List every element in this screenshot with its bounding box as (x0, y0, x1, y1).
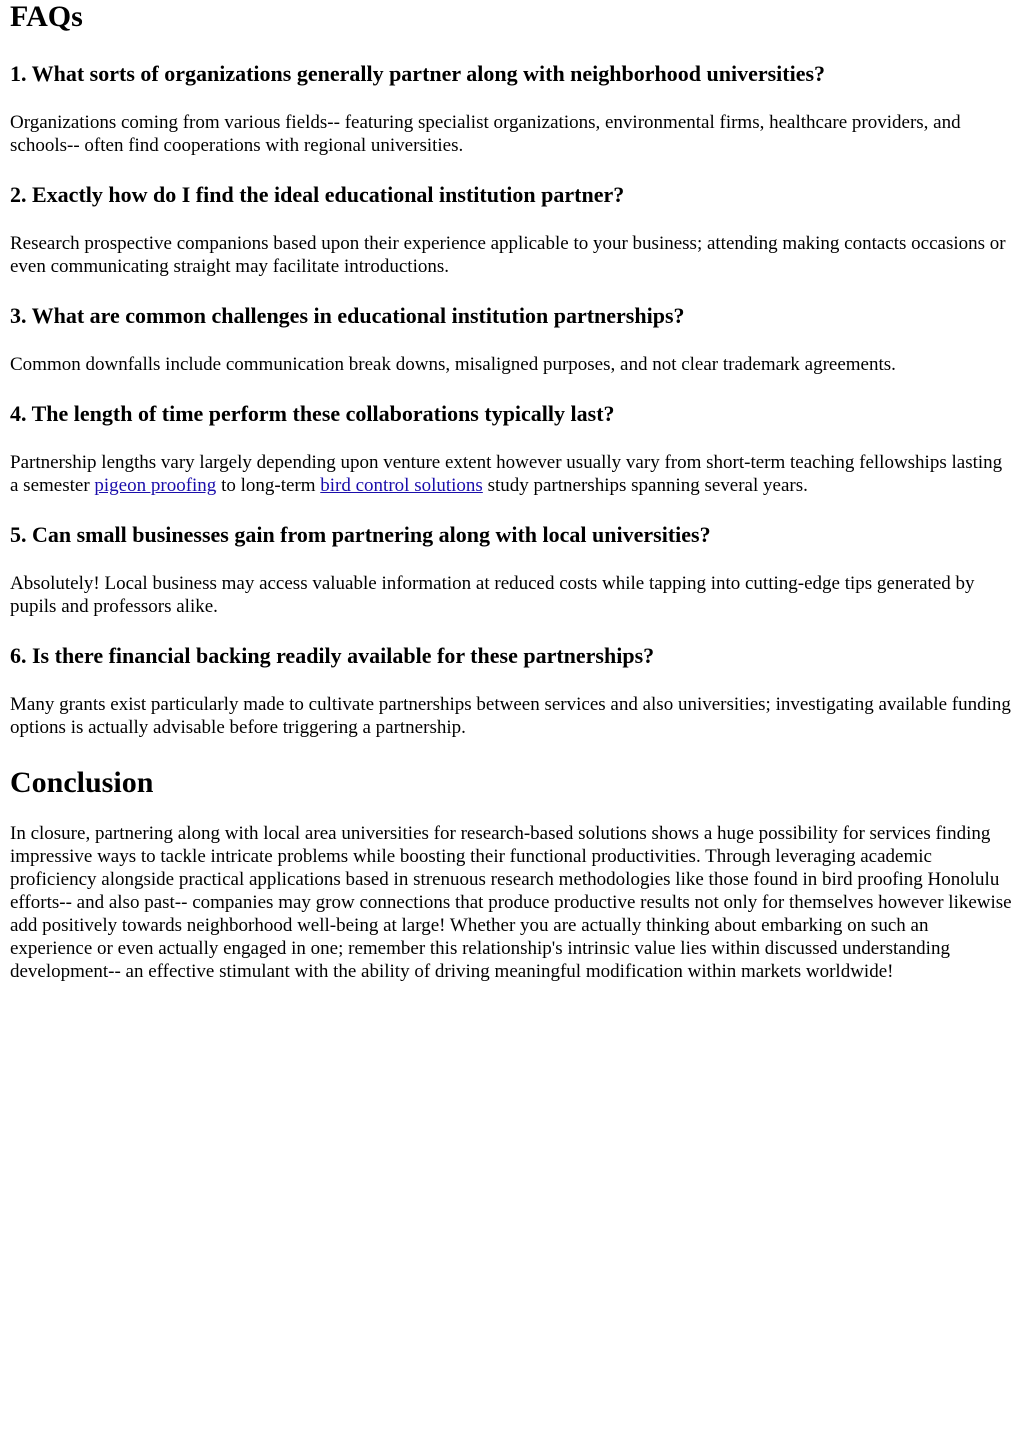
pigeon-proofing-link[interactable]: pigeon proofing (94, 475, 217, 496)
conclusion-heading: Conclusion (10, 766, 154, 799)
faq-answer: Common downfalls include communication break downs, misaligned purposes, and not clear trademark agreements. (10, 354, 896, 375)
faq-item (10, 182, 1014, 278)
faq-answer: Organizations coming from various fields-- featuring specialist organizations, environmental firms, healthcare providers, and schools-- often find cooperations with regional universities. (10, 112, 961, 156)
faq-item (10, 401, 1014, 497)
faq-answer: Absolutely! Local business may access valuable information at reduced costs while tapping into cutting-edge tips generated by pupils and professors alike. (10, 573, 975, 617)
answer-text-segment: to long-term (216, 475, 321, 496)
faq-question: 5. Can small businesses gain from partnering along with local universities? (10, 522, 711, 547)
faq-item (10, 643, 1014, 739)
faq-item (10, 61, 1014, 157)
faq-item (10, 522, 1014, 618)
faq-answer (10, 451, 1014, 497)
faq-answer: Many grants exist particularly made to cultivate partnerships between services and also universities; investigating available funding options is actually advisable before triggering a partnership. (10, 694, 1011, 738)
faq-question: 1. What sorts of organizations generally partner along with neighborhood universities? (10, 61, 826, 86)
faq-question: 2. Exactly how do I find the ideal educational institution partner? (10, 182, 625, 207)
faq-question: 6. Is there financial backing readily available for these partnerships? (10, 643, 655, 668)
answer-text-segment: study partnerships spanning several years. (482, 475, 808, 496)
bird-control-solutions-link[interactable]: bird control solutions (320, 475, 483, 496)
faq-question: 4. The length of time perform these collaborations typically last? (10, 401, 615, 426)
faq-answer: Research prospective companions based upon their experience applicable to your business; attending making contacts occasions or even communicating straight may facilitate introductions. (10, 233, 1006, 277)
faqs-heading: FAQs (10, 0, 83, 33)
faq-question: 3. What are common challenges in educational institution partnerships? (10, 303, 685, 328)
faq-item (10, 303, 1014, 376)
conclusion-paragraph: In closure, partnering along with local area universities for research-based solutions shows a huge possibility for services finding impressive ways to tackle intricate problems while boosting their functional productivities. Through leveraging academic proficiency alongside practical applications based in strenuous research methodologies like those found in bird proofing Honolulu efforts-- and also past-- companies may grow connections that produce productive results not only for themselves however likewise add positively towards neighborhood well-being at large! Whether you are actually thinking about embarking on such an experience or even actually engaged in one; remember this relationship's intrinsic value lies within discussed understanding development-- an effective stimulant with the ability of driving meaningful modification within markets worldwide! (10, 823, 1012, 982)
answer-text-segment: Partnership lengths vary largely depending upon venture extent however usually vary from short-term teaching fellowships lasting a semester (10, 452, 1003, 496)
